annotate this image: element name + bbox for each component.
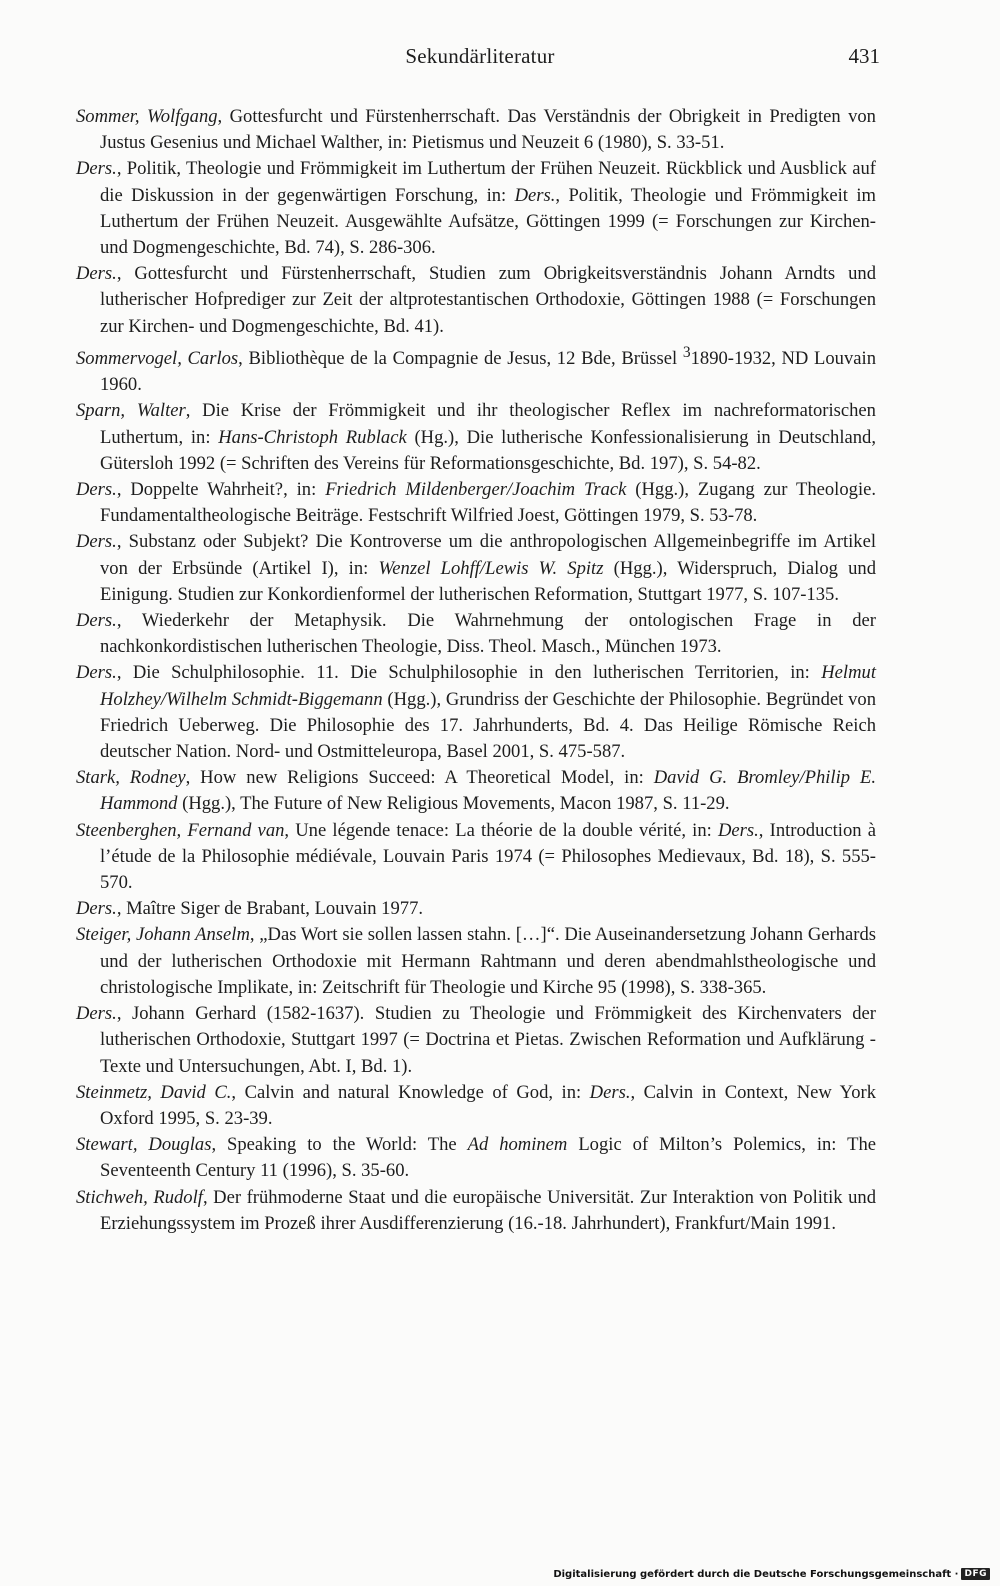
bibliography-entry: Ders., Gottesfurcht und Fürstenherrschaft, Studien zum Obrigkeitsverständnis Johann Arndts und lutherischer Hofprediger zur Zeit der altprotestantischen Orthodoxie, Göttingen 1988 (= Forschungen zur Kirchen- und Dogmengeschichte, Bd. 41).: [76, 263, 876, 337]
page-header: [0, 44, 1000, 78]
digitization-credit: [553, 1568, 990, 1580]
bibliography-entry: Stewart, Douglas, Speaking to the World: The Ad hominem Logic of Milton’s Polemics, in: The Seventeenth Century 11 (1996), S. 35-60.: [76, 1134, 876, 1182]
bibliography-entry: Steiger, Johann Anselm, „Das Wort sie sollen lassen stahn. […]“. Die Auseinandersetzung Johann Gerhards und der lutherischen Orthodoxie mit Hermann Rahtmann und deren abendmahlstheologische und christologische Implikate, in: Zeitschrift für Theologie und Kirche 95 (1998), S. 338-365.: [76, 924, 876, 998]
running-title: Sekundärliteratur: [405, 44, 555, 68]
bibliography-entry: Steinmetz, David C., Calvin and natural Knowledge of God, in: Ders., Calvin in Context, New York Oxford 1995, S. 23-39.: [76, 1081, 877, 1129]
bibliography-entry: Stark, Rodney, How new Religions Succeed: A Theoretical Model, in: David G. Bromley/Philip E. Hammond (Hgg.), The Future of New Religious Movements, Macon 1987, S. 11-29.: [76, 767, 876, 815]
bibliography-entry: Sommervogel, Carlos, Bibliothèque de la Compagnie de Jesus, 12 Bde, Brüssel $^3$1890-1932, ND Louvain 1960.: [76, 343, 876, 396]
bibliography-entry: Ders., Johann Gerhard (1582-1637). Studien zu Theologie und Frömmigkeit des Kirchenvaters der lutherischen Orthodoxie, Stuttgart 1997 (= Doctrina et Pietas. Zwischen Reformation und Aufklärung - Texte und Untersuchungen, Abt. I, Bd. 1).: [76, 1003, 876, 1077]
bibliography-entry: Stichweh, Rudolf, Der frühmoderne Staat und die europäische Universität. Zur Interaktion von Politik und Erziehungssystem im Prozeß ihrer Ausdifferenzierung (16.-18. Jahrhundert), Frankfurt/Main 1991.: [76, 1186, 876, 1234]
bibliography-entry: Ders., Doppelte Wahrheit?, in: Friedrich Mildenberger/Joachim Track (Hgg.), Zugang zur Theologie. Fundamentaltheologische Beiträge. Festschrift Wilfried Joest, Göttingen 1979, S. 53-78.: [76, 479, 877, 527]
bibliography-entry: Ders., Maître Siger de Brabant, Louvain 1977.: [76, 898, 424, 920]
page-number: 431: [848, 44, 880, 68]
bibliography-entry: Sparn, Walter, Die Krise der Frömmigkeit und ihr theologischer Reflex im nachreformatorischen Luthertum, in: Hans-Christoph Rublack (Hg.), Die lutherische Konfessionalisierung in Deutschland, Gütersloh 1992 (= Schriften des Vereins für Reformationsgeschichte, Bd. 197), S. 54-82.: [76, 400, 877, 474]
dfg-logo: DFG: [961, 1568, 990, 1580]
bibliography-entry: Ders., Die Schulphilosophie. 11. Die Schulphilosophie in den lutherischen Territorien, in: Helmut Holzhey/Wilhelm Schmidt-Biggemann (Hgg.), Grundriss der Geschichte der Philosophie. Begründet von Friedrich Ueberweg. Die Philosophie des 17. Jahrhunderts, Bd. 4. Das Heilige Römische Reich deutscher Nation. Nord- und Ostmitteleuropa, Basel 2001, S. 475-587.: [76, 662, 876, 763]
credit-text: Digitalisierung gefördert durch die Deutsche Forschungsgemeinschaft ·: [553, 1568, 959, 1580]
bibliography-entry: Ders., Substanz oder Subjekt? Die Kontroverse um die anthropologischen Allgemeinbegriffe im Artikel von der Erbsünde (Artikel I), in: Wenzel Lohff/Lewis W. Spitz (Hgg.), Widerspruch, Dialog und Einigung. Studien zur Konkordienformel der lutherischen Reformation, Stuttgart 1977, S. 107-135.: [76, 531, 877, 605]
bibliography-entry: Ders., Wiederkehr der Metaphysik. Die Wahrnehmung der ontologischen Frage in der nachkonkordistischen lutherischen Theologie, Diss. Theol. Masch., München 1973.: [76, 610, 876, 658]
bibliography-list: [76, 104, 876, 1237]
bibliography-entry: Steenberghen, Fernand van, Une légende tenace: La théorie de la double vérité, in: Ders., Introduction à l’étude de la Philosophie médiévale, Louvain Paris 1974 (= Philosophes Medievaux, Bd. 18), S. 555-570.: [76, 819, 876, 894]
bibliography-entry: Ders., Politik, Theologie und Frömmigkeit im Luthertum der Frühen Neuzeit. Rückblick und Ausblick auf die Diskussion in der gegenwärtigen Forschung, in: Ders., Politik, Theologie und Frömmigkeit im Luthertum der Frühen Neuzeit. Ausgewählte Aufsätze, Göttingen 1999 (= Forschungen zur Kirchen- und Dogmengeschichte, Bd. 74), S. 286-306.: [76, 158, 876, 259]
bibliography-entry: Sommer, Wolfgang, Gottesfurcht und Fürstenherrschaft. Das Verständnis der Obrigkeit in Predigten von Justus Gesenius und Michael Walther, in: Pietismus und Neuzeit 6 (1980), S. 33-51.: [76, 106, 876, 154]
